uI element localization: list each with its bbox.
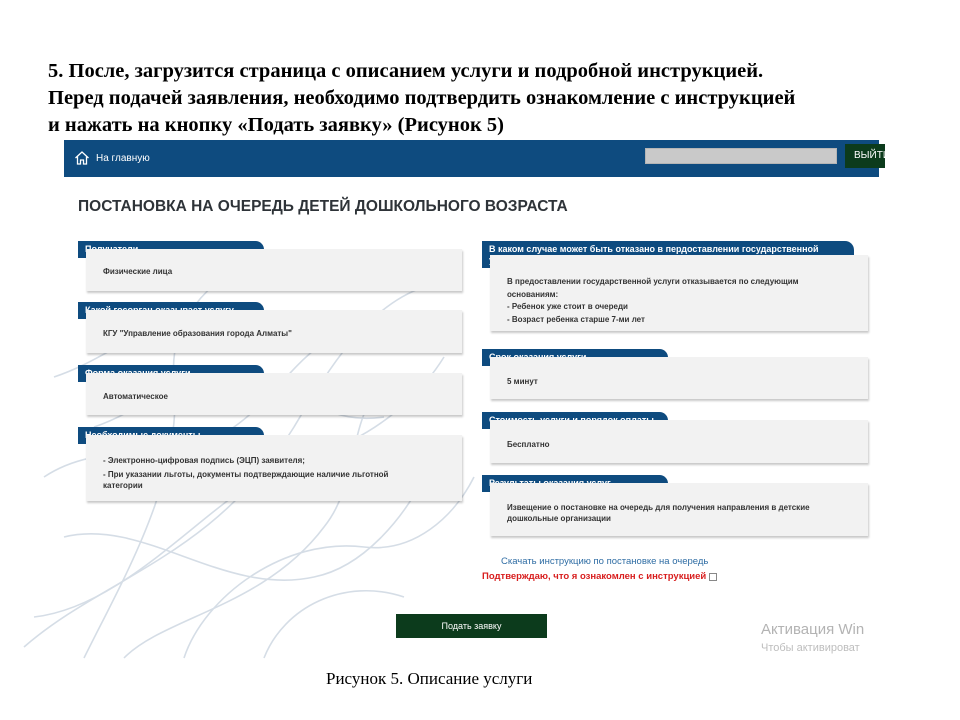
top-navigation-bar <box>64 140 891 177</box>
download-instruction-link[interactable]: Скачать инструкцию по постановке на очередь <box>501 556 709 567</box>
heading-line: 5. После, загрузится страница с описанием услуги и подробной инструкцией. <box>48 60 764 82</box>
content-line: категории <box>103 481 143 490</box>
section-content <box>490 357 868 399</box>
content-line: дошкольные организации <box>507 514 611 523</box>
instruction-heading <box>48 58 938 139</box>
windows-activation-watermark-subtext: Чтобы активироват <box>761 642 860 654</box>
required-documents-section <box>78 427 462 503</box>
content-line: Бесплатно <box>507 440 550 449</box>
search-input[interactable] <box>645 148 837 164</box>
service-form-section <box>78 365 462 417</box>
recipients-section <box>78 241 462 293</box>
heading-line: Перед подачей заявления, необходимо подтвердить ознакомление с инструкцией <box>48 87 796 109</box>
confirm-instruction-row[interactable] <box>482 571 717 582</box>
confirm-label: Подтверждаю, что я ознакомлен с инструкцией <box>482 571 707 582</box>
agency-section <box>78 302 462 354</box>
heading-line: и нажать на кнопку «Подать заявку» (Рисунок 5) <box>48 114 504 136</box>
home-link-label: На главную <box>96 152 150 164</box>
home-link[interactable] <box>74 149 150 167</box>
confirm-checkbox[interactable] <box>709 573 717 581</box>
figure-caption: Рисунок 5. Описание услуги <box>326 669 533 688</box>
section-content <box>86 310 462 353</box>
section-label-line: В каком случае может быть отказано в пердоставлении государственной <box>489 244 819 254</box>
content-line: Автоматическое <box>103 392 168 401</box>
section-content <box>86 249 462 291</box>
windows-activation-watermark: Активация Win <box>761 621 865 638</box>
section-content <box>490 420 868 463</box>
logout-button[interactable]: ВЫЙТИ <box>845 144 885 168</box>
content-line: - Ребенок уже стоит в очереди <box>507 302 628 311</box>
home-icon <box>74 150 90 166</box>
content-line: основаниям: <box>507 289 559 299</box>
refusal-grounds-section <box>482 241 868 333</box>
content-line: 5 минут <box>507 377 538 386</box>
submit-application-button[interactable]: Подать заявку <box>396 614 547 638</box>
section-content <box>490 483 868 536</box>
content-line: Извещение о постановке на очередь для получения направления в детские <box>507 503 810 512</box>
content-line: - Электронно-цифровая подпись (ЭЦП) заявителя; <box>103 456 305 465</box>
service-duration-section <box>482 349 868 401</box>
content-line: В предоставлении государственной услуги отказывается по следующим <box>507 277 799 286</box>
section-content <box>86 435 462 501</box>
content-line: - Возраст ребенка старше 7-ми лет <box>507 314 645 324</box>
page-title: ПОСТАНОВКА НА ОЧЕРЕДЬ ДЕТЕЙ ДОШКОЛЬНОГО ВОЗРАСТА <box>78 198 568 215</box>
cost-section <box>482 412 868 464</box>
content-line: Физические лица <box>103 267 173 276</box>
section-content <box>86 373 462 415</box>
content-line: - При указании льготы, документы подтверждающие наличие льготной <box>103 470 389 479</box>
service-page-screenshot <box>64 140 891 658</box>
service-results-section <box>482 475 868 537</box>
content-line: КГУ "Управление образования города Алматы" <box>103 329 292 338</box>
section-content <box>490 255 868 331</box>
